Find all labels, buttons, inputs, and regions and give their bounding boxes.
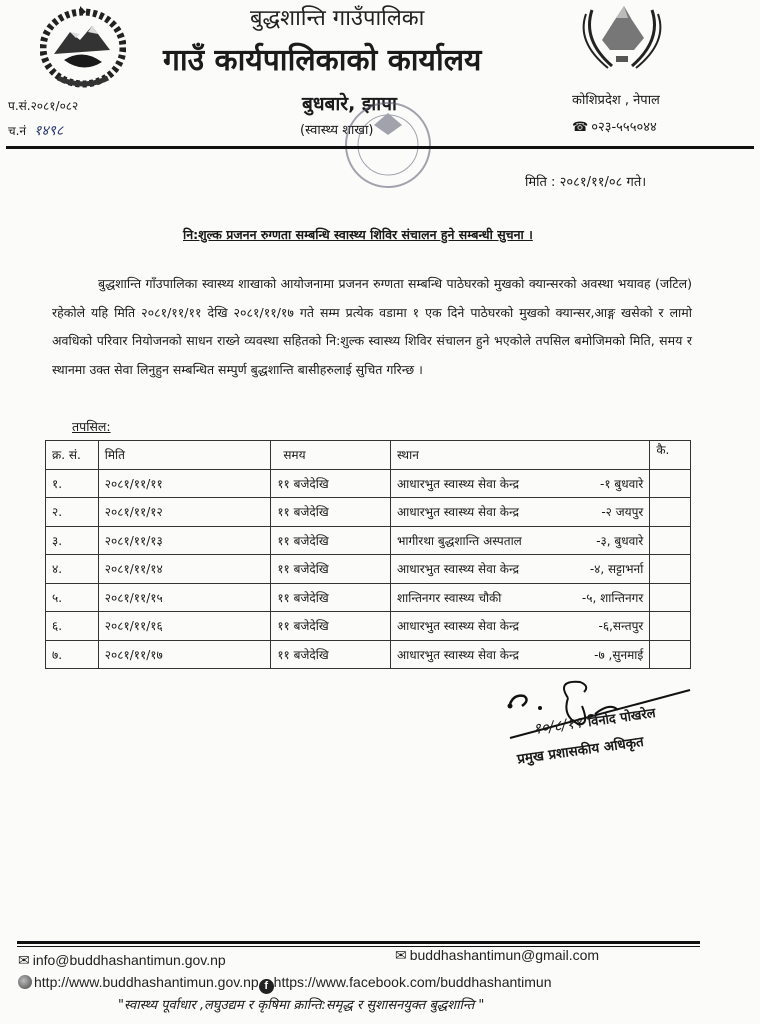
notice-body — [52, 270, 692, 384]
signatory-name: विनोद पोखरेल — [586, 706, 657, 731]
table-row — [46, 583, 691, 612]
footer-email-secondary — [395, 947, 599, 964]
cell-serial: ३. — [46, 526, 99, 555]
cell-remarks — [650, 498, 691, 527]
cell-time: ११ बजेदेखि — [271, 526, 391, 555]
office-location: बुधबारे, झापा — [302, 93, 397, 115]
cell-serial: ७. — [46, 640, 99, 669]
table-header-row — [46, 441, 691, 470]
office-stamp-icon — [318, 95, 436, 195]
table-row — [46, 640, 691, 669]
venue-ward: -२ जयपुर — [601, 505, 644, 520]
cell-remarks — [650, 469, 691, 498]
cell-date: २०८१/११/१५ — [98, 583, 271, 612]
col-date: मिति — [98, 441, 271, 470]
cell-time: ११ बजेदेखि — [271, 640, 391, 669]
footer-email-primary — [18, 952, 226, 969]
col-serial: क्र. सं. — [46, 441, 99, 470]
cell-serial: १. — [46, 469, 99, 498]
cell-date: २०८१/११/११ — [98, 469, 271, 498]
venue-name: आधारभुत स्वास्थ्य सेवा केन्द्र — [397, 619, 520, 634]
venue-name: आधारभुत स्वास्थ्य सेवा केन्द्र — [397, 647, 520, 662]
envelope-icon: ✉ — [18, 952, 30, 968]
cell-remarks — [650, 526, 691, 555]
office-name: गाउँ कार्यपालिकाको कार्यालय — [163, 43, 482, 78]
signature-date: १०/८/११ — [531, 713, 584, 739]
header-divider — [6, 146, 754, 149]
cell-serial: ६. — [46, 612, 99, 641]
notice-subject: नि:शुल्क प्रजनन रुग्णता सम्बन्धि स्वास्थ्य शिविर संचालन हुने सम्बन्धी सुचना । — [183, 227, 533, 242]
venue-ward: -६,सन्तपुर — [598, 619, 644, 634]
facebook-link[interactable]: https://www.facebook.com/buddhashantimun — [273, 974, 552, 990]
cell-time: ११ बजेदेखि — [271, 583, 391, 612]
table-row — [46, 612, 691, 641]
col-remarks: कै. — [650, 441, 691, 470]
table-row — [46, 469, 691, 498]
cell-venue — [391, 555, 650, 584]
venue-ward: -७ ,सुनमाई — [594, 647, 644, 662]
cell-venue — [391, 526, 650, 555]
cell-time: ११ बजेदेखि — [271, 612, 391, 641]
cell-date: २०८१/११/१२ — [98, 498, 271, 527]
office-phone: ☎ ०२३-५५५०४४ — [572, 120, 657, 135]
cell-date: २०८१/११/१६ — [98, 612, 271, 641]
venue-ward: -४, सट्टाभर्ना — [589, 562, 644, 577]
footer-web-links — [18, 974, 552, 994]
cell-date: २०८१/११/१७ — [98, 640, 271, 669]
globe-icon — [18, 975, 32, 989]
venue-name: भागीरथा बुद्धशान्ति अस्पताल — [397, 533, 522, 548]
cell-serial: ५. — [46, 583, 99, 612]
camp-schedule-table — [45, 440, 691, 669]
nepal-government-emblem-icon — [40, 4, 126, 88]
cell-venue — [391, 469, 650, 498]
envelope-icon: ✉ — [395, 947, 407, 963]
notice-body-text: बुद्धशान्ति गाँउपालिका स्वास्थ्य शाखाको आयोजनामा प्रजनन रुग्णता सम्बन्धि पाठेघरको मुखको क्यान्सरको अवस्था भयावह (जटिल) रहेकोले यहि मिति २०८१/११/११ देखि २०८१/११/१७ गते सम्म प्रत्येक वडामा १ एक दिने पाठेघरको मुखको क्यान्सर,आङ्ग खसेको र लामो अवधिको परिवार नियोजनको साधन राख्ने व्यवस्था सहितको नि:शुल्क स्वास्थ्य शिविर संचालन हुने भएकोले तपसिल बमोजिमको मिति, समय र स्थानमा उक्त सेवा लिनुहुन सम्बन्धित सम्पुर्ण बुद्धशान्ति बासीहरुलाई सुचित गरिन्छ । — [52, 276, 692, 377]
municipality-logo-icon — [572, 0, 672, 70]
letter-reference-number: प.सं.२०८१/०८२ — [8, 99, 79, 113]
venue-name: शान्तिनगर स्वास्थ्य चौकी — [397, 590, 502, 605]
cell-remarks — [650, 583, 691, 612]
province-address: कोशिप्रदेश , नेपाल — [572, 93, 660, 108]
signatory-title: प्रमुख प्रशासकीय अधिकृत — [516, 733, 645, 768]
table-row — [46, 555, 691, 584]
venue-name: आधारभुत स्वास्थ्य सेवा केन्द्र — [397, 562, 520, 577]
cell-venue — [391, 498, 650, 527]
venue-ward: -१ बुधवारे — [600, 476, 644, 491]
municipality-name: बुद्धशान्ति गाउँपालिका — [250, 6, 425, 31]
cell-remarks — [650, 555, 691, 584]
cell-serial: २. — [46, 498, 99, 527]
footer-divider — [17, 941, 700, 944]
department-name: (स्वास्थ्य शाखा) — [300, 123, 374, 138]
website-link[interactable]: http://www.buddhashantimun.gov.np — [34, 974, 259, 990]
email-secondary-link[interactable]: buddhashantimun@gmail.com — [409, 947, 600, 963]
cell-venue — [391, 612, 650, 641]
letter-date: मिति : २०८१/११/०८ गते। — [525, 175, 647, 190]
dispatch-number: च.नं १४९८ — [8, 123, 64, 139]
table-row — [46, 526, 691, 555]
cell-time: ११ बजेदेखि — [271, 498, 391, 527]
col-venue: स्थान — [391, 441, 650, 470]
cell-remarks — [650, 612, 691, 641]
cell-serial: ४. — [46, 555, 99, 584]
cell-time: ११ बजेदेखि — [271, 469, 391, 498]
venue-name: आधारभुत स्वास्थ्य सेवा केन्द्र — [397, 505, 520, 520]
cell-date: २०८१/११/१३ — [98, 526, 271, 555]
venue-ward: -३, बुधवारे — [596, 533, 644, 548]
email-primary-link[interactable]: info@buddhashantimun.gov.np — [32, 952, 226, 968]
cell-venue — [391, 583, 650, 612]
facebook-icon: f — [259, 979, 274, 994]
schedule-label: तपसिल: — [72, 419, 111, 434]
venue-ward: -५, शान्तिनगर — [581, 590, 644, 605]
cell-date: २०८१/११/१४ — [98, 555, 271, 584]
telephone-icon: ☎ — [572, 120, 589, 135]
footer-motto: "स्वास्थ्य पूर्वाधार ,लघुउद्यम र कृषिमा क्रान्ति:समृद्ध र सुशासनयुक्त बुद्धशान्ति " — [118, 998, 485, 1013]
table-row — [46, 498, 691, 527]
venue-name: आधारभुत स्वास्थ्य सेवा केन्द्र — [397, 476, 520, 491]
cell-remarks — [650, 640, 691, 669]
col-time: समय — [271, 441, 391, 470]
cell-venue — [391, 640, 650, 669]
cell-time: ११ बजेदेखि — [271, 555, 391, 584]
